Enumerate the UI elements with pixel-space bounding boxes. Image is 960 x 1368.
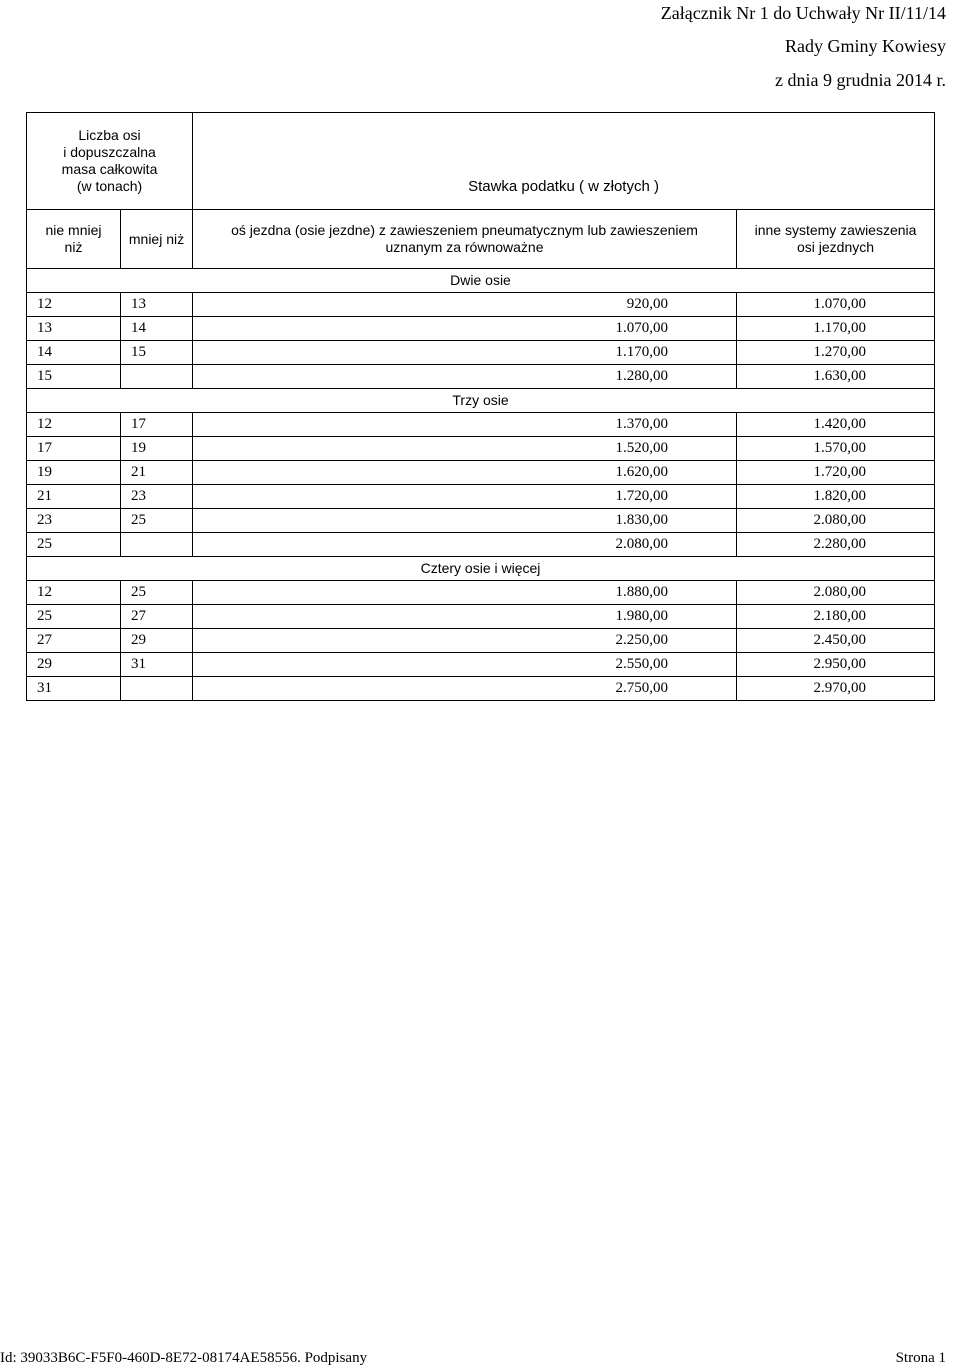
section-row xyxy=(27,389,935,413)
pneumatic-rate-cell: 1.280,00 xyxy=(193,365,737,389)
min-mass-cell: 23 xyxy=(27,509,121,533)
other-rate-cell: 2.180,00 xyxy=(737,605,935,629)
pneumatic-rate-cell: 1.880,00 xyxy=(193,581,737,605)
other-rate-cell: 2.280,00 xyxy=(737,533,935,557)
min-mass-cell: 14 xyxy=(27,341,121,365)
other-rate-cell: 1.270,00 xyxy=(737,341,935,365)
max-mass-cell: 29 xyxy=(121,629,193,653)
pneumatic-rate-cell: 1.620,00 xyxy=(193,461,737,485)
attachment-title: Załącznik Nr 1 do Uchwały Nr II/11/14 xyxy=(660,3,946,23)
other-rate-cell: 2.950,00 xyxy=(737,653,935,677)
other-rate-cell: 1.720,00 xyxy=(737,461,935,485)
min-mass-cell: 25 xyxy=(27,605,121,629)
other-rate-cell: 2.080,00 xyxy=(737,509,935,533)
table-row xyxy=(27,629,935,653)
table-row xyxy=(27,461,935,485)
max-mass-cell: 17 xyxy=(121,413,193,437)
max-mass-cell: 25 xyxy=(121,581,193,605)
resolution-date: z dnia 9 grudnia 2014 r. xyxy=(775,70,946,90)
pneumatic-rate-cell: 1.830,00 xyxy=(193,509,737,533)
max-mass-cell: 15 xyxy=(121,341,193,365)
tax-rate-header xyxy=(193,113,935,210)
min-mass-cell: 31 xyxy=(27,677,121,701)
pneumatic-rate-cell: 1.070,00 xyxy=(193,317,737,341)
max-mass-cell: 21 xyxy=(121,461,193,485)
table-row xyxy=(27,485,935,509)
table-row xyxy=(27,413,935,437)
section-title: Dwie osie xyxy=(27,269,935,293)
table-row xyxy=(27,653,935,677)
pneumatic-suspension-header xyxy=(193,210,737,269)
section-title: Trzy osie xyxy=(27,389,935,413)
min-mass-header-text: nie mniej niż xyxy=(45,222,102,255)
other-rate-cell: 2.450,00 xyxy=(737,629,935,653)
min-mass-cell: 13 xyxy=(27,317,121,341)
pneumatic-rate-cell: 2.080,00 xyxy=(193,533,737,557)
min-mass-cell: 25 xyxy=(27,533,121,557)
header-row xyxy=(27,113,935,210)
other-rate-cell: 2.970,00 xyxy=(737,677,935,701)
pneumatic-suspension-header-text: oś jezdna (osie jezdne) z zawieszeniem pneumatycznym lub zawieszeniem uznanym za równoważne xyxy=(231,222,698,255)
pneumatic-rate-cell: 1.980,00 xyxy=(193,605,737,629)
max-mass-cell: 13 xyxy=(121,293,193,317)
min-mass-cell: 12 xyxy=(27,581,121,605)
other-rate-cell: 1.070,00 xyxy=(737,293,935,317)
max-mass-cell: 23 xyxy=(121,485,193,509)
pneumatic-rate-cell: 2.250,00 xyxy=(193,629,737,653)
other-suspension-header xyxy=(737,210,935,269)
axle-mass-header-text: Liczba osi i dopuszczalna masa całkowita (w tonach) xyxy=(61,127,158,194)
table-row xyxy=(27,341,935,365)
document-id: Id: 39033B6C-F5F0-460D-8E72-08174AE58556. Podpisany xyxy=(0,1350,368,1366)
pneumatic-rate-cell: 1.170,00 xyxy=(193,341,737,365)
table-row xyxy=(27,581,935,605)
other-suspension-header-text: inne systemy zawieszenia osi jezdnych xyxy=(754,222,917,255)
pneumatic-rate-cell: 1.370,00 xyxy=(193,413,737,437)
pneumatic-rate-cell: 920,00 xyxy=(193,293,737,317)
other-rate-cell: 1.570,00 xyxy=(737,437,935,461)
other-rate-cell: 1.820,00 xyxy=(737,485,935,509)
min-mass-cell: 17 xyxy=(27,437,121,461)
min-mass-cell: 19 xyxy=(27,461,121,485)
max-mass-header xyxy=(121,210,193,269)
table-row xyxy=(27,365,935,389)
other-rate-cell: 1.420,00 xyxy=(737,413,935,437)
other-rate-cell: 2.080,00 xyxy=(737,581,935,605)
tax-rate-table xyxy=(26,112,935,701)
page-number: Strona 1 xyxy=(895,1350,946,1366)
min-mass-cell: 12 xyxy=(27,413,121,437)
section-row xyxy=(27,269,935,293)
max-mass-cell xyxy=(121,365,193,389)
table-row xyxy=(27,317,935,341)
table-row xyxy=(27,437,935,461)
min-mass-cell: 12 xyxy=(27,293,121,317)
max-mass-cell xyxy=(121,677,193,701)
min-mass-cell: 27 xyxy=(27,629,121,653)
tax-rate-table-body xyxy=(27,113,935,701)
max-mass-cell: 25 xyxy=(121,509,193,533)
max-mass-cell: 27 xyxy=(121,605,193,629)
tax-rate-header-text: Stawka podatku ( w złotych ) xyxy=(468,178,659,195)
pneumatic-rate-cell: 2.750,00 xyxy=(193,677,737,701)
min-mass-header xyxy=(27,210,121,269)
section-row xyxy=(27,557,935,581)
other-rate-cell: 1.170,00 xyxy=(737,317,935,341)
table-row xyxy=(27,533,935,557)
table-row xyxy=(27,677,935,701)
max-mass-header-text: mniej niż xyxy=(128,230,185,247)
max-mass-cell xyxy=(121,533,193,557)
max-mass-cell: 14 xyxy=(121,317,193,341)
subheader-row xyxy=(27,210,935,269)
pneumatic-rate-cell: 2.550,00 xyxy=(193,653,737,677)
other-rate-cell: 1.630,00 xyxy=(737,365,935,389)
max-mass-cell: 19 xyxy=(121,437,193,461)
axle-mass-header xyxy=(27,113,193,210)
council-name: Rady Gminy Kowiesy xyxy=(785,36,946,56)
min-mass-cell: 29 xyxy=(27,653,121,677)
pneumatic-rate-cell: 1.720,00 xyxy=(193,485,737,509)
table-row xyxy=(27,605,935,629)
min-mass-cell: 15 xyxy=(27,365,121,389)
pneumatic-rate-cell: 1.520,00 xyxy=(193,437,737,461)
section-title: Cztery osie i więcej xyxy=(27,557,935,581)
max-mass-cell: 31 xyxy=(121,653,193,677)
table-row xyxy=(27,509,935,533)
min-mass-cell: 21 xyxy=(27,485,121,509)
table-row xyxy=(27,293,935,317)
